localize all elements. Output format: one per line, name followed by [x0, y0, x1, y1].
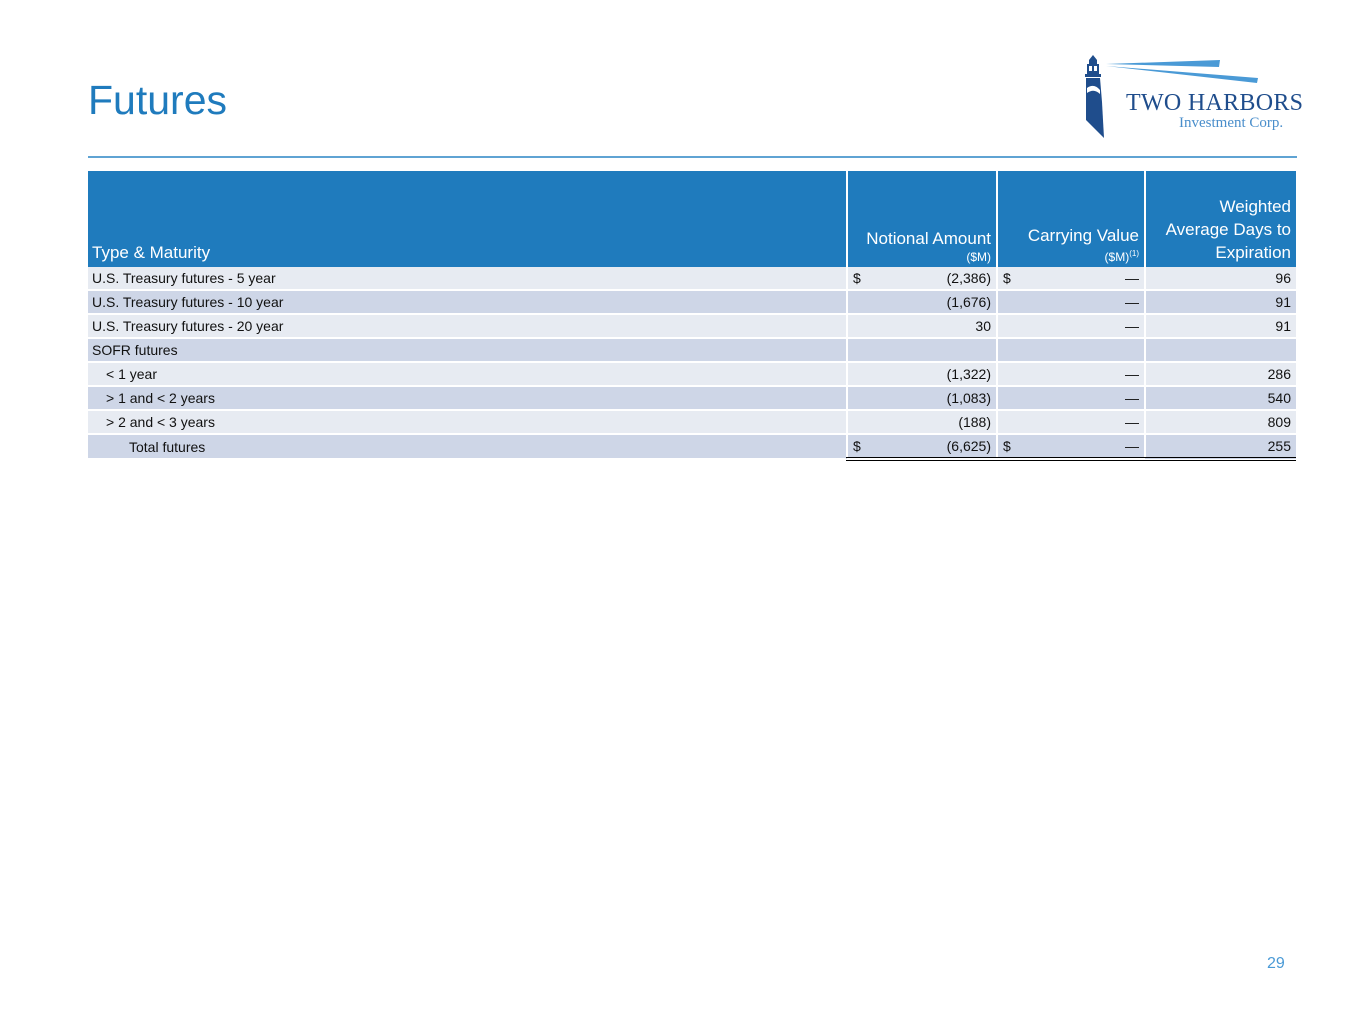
row-type: U.S. Treasury futures - 10 year — [88, 290, 847, 314]
row-notional: (1,322) — [847, 362, 997, 386]
row-carrying: — — [997, 410, 1145, 434]
row-days: 286 — [1145, 362, 1296, 386]
row-days: 809 — [1145, 410, 1296, 434]
table-row — [88, 290, 1296, 314]
page-title: Futures — [88, 77, 227, 123]
currency-symbol: $ — [853, 270, 861, 286]
row-type: > 1 and < 2 years — [88, 386, 847, 410]
header-carrying-label: Carrying Value — [1027, 226, 1139, 245]
header-notional-label: Notional Amount — [866, 229, 991, 248]
table-row — [88, 267, 1296, 290]
row-days: 91 — [1145, 314, 1296, 338]
row-type: < 1 year — [88, 362, 847, 386]
header-carrying-value — [997, 171, 1145, 267]
carrying-value: — — [1125, 270, 1139, 286]
row-type: U.S. Treasury futures - 20 year — [88, 314, 847, 338]
row-type: > 2 and < 3 years — [88, 410, 847, 434]
notional-value: (6,625) — [946, 438, 991, 454]
header-notional-amount — [847, 171, 997, 267]
logo-subtitle: Investment Corp. — [1179, 115, 1284, 131]
row-carrying: — — [997, 314, 1145, 338]
currency-symbol: $ — [1003, 438, 1011, 454]
table-row-section-header — [88, 338, 1296, 362]
carrying-value: — — [1125, 438, 1139, 454]
row-type: SOFR futures — [88, 338, 847, 362]
row-days: 96 — [1145, 267, 1296, 290]
header-notional-unit: ($M) — [966, 250, 991, 264]
table-row — [88, 386, 1296, 410]
row-days: 255 — [1145, 434, 1296, 459]
header-days-line1: Weighted — [1219, 197, 1291, 216]
logo-name: TWO HARBORS — [1126, 90, 1304, 116]
notional-value: (2,386) — [946, 270, 991, 286]
header-type-maturity: Type & Maturity — [88, 171, 847, 267]
page-number: 29 — [1267, 955, 1285, 972]
table-header-row — [88, 171, 1296, 267]
header-weighted-average-days — [1145, 171, 1296, 267]
row-carrying — [997, 267, 1145, 290]
row-carrying — [997, 338, 1145, 362]
row-notional: (1,676) — [847, 290, 997, 314]
row-notional: 30 — [847, 314, 997, 338]
row-notional — [847, 338, 997, 362]
row-carrying: — — [997, 386, 1145, 410]
header-days-line3: Expiration — [1215, 243, 1291, 262]
row-notional — [847, 434, 997, 459]
row-notional: (1,083) — [847, 386, 997, 410]
table-row — [88, 362, 1296, 386]
row-notional: (188) — [847, 410, 997, 434]
footnote-marker: (1) — [1129, 249, 1139, 258]
table-row — [88, 314, 1296, 338]
row-type: U.S. Treasury futures - 5 year — [88, 267, 847, 290]
futures-table — [88, 171, 1296, 461]
currency-symbol: $ — [853, 438, 861, 454]
header-carrying-unit-wrap — [1002, 247, 1139, 264]
row-days: 540 — [1145, 386, 1296, 410]
table-row — [88, 410, 1296, 434]
row-notional — [847, 267, 997, 290]
row-carrying — [997, 434, 1145, 459]
currency-symbol: $ — [1003, 270, 1011, 286]
company-logo — [1078, 50, 1308, 142]
row-days — [1145, 338, 1296, 362]
title-divider — [88, 156, 1297, 158]
row-carrying: — — [997, 362, 1145, 386]
row-carrying: — — [997, 290, 1145, 314]
header-carrying-unit: ($M) — [1104, 250, 1130, 264]
row-type: Total futures — [88, 434, 847, 459]
header-days-line2: Average Days to — [1165, 220, 1291, 239]
row-days: 91 — [1145, 290, 1296, 314]
table-row-total — [88, 434, 1296, 459]
